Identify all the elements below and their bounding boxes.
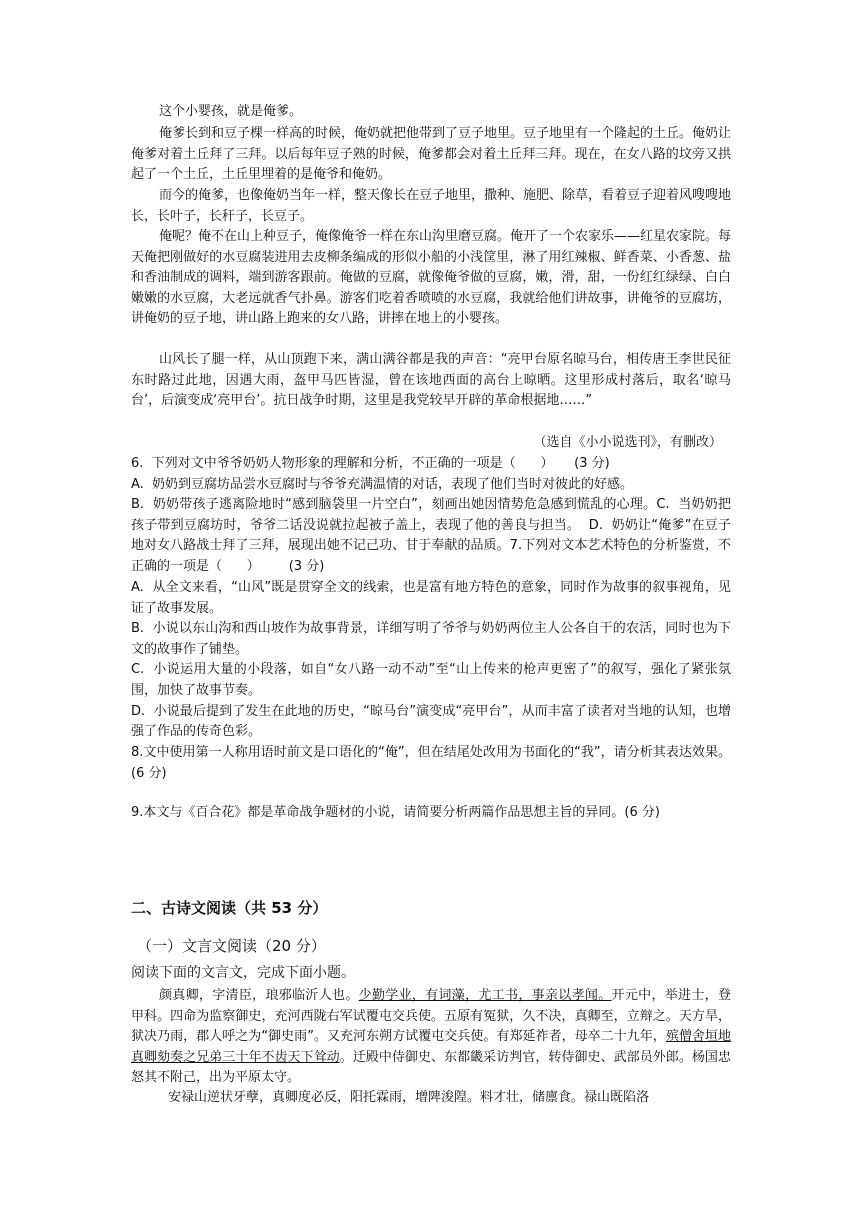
classical-text: 。迁殿中侍御史、东都畿采访判官，转侍御史、武部员外郎。杨国忠怒其不附己，出为平原太守。 (131, 1049, 731, 1086)
underlined-sentence-1: 少勤学业，有词藻，尤工书，事亲以孝闻。 (358, 988, 612, 1003)
classical-paragraph-1 (131, 986, 731, 1089)
classical-text: 开元中，举进士，登甲科。四命为监察御史，充河西陇右军试覆屯交兵使。五原有冤狱，久不决，真卿至，立辩之。天方旱，狱决乃雨，郡人呼之为“御史雨”。又充河东朔方试覆屯交兵使。有郑延祚者，母卒二十九年， (131, 988, 731, 1045)
classical-text: 颜真卿，字清臣，琅邪临沂人也。 (159, 988, 359, 1003)
question-8: 8.文中使用第一人称用语时前文是口语化的“俺”，但在结尾处改用为书面化的“我”，请分析其表达效果。(6 分) (131, 745, 731, 781)
section-heading: 二、古诗文阅读（共 53 分） (131, 899, 328, 917)
questions-6-7: 6. 下列对文中爷爷奶奶人物形象的理解和分析，不正确的一项是（ ） (3 分) A. 奶奶到豆腐坊品尝水豆腐时与爷爷充满温情的对话，表现了他们当时对彼此的好感。 B. 奶奶带孩子逃离险地时“感到脑袋里一片空白”，刻画出她因情势危急感到慌乱的心理。C. 当奶奶把孩子带到豆腐坊时，爷爷二话没说就拉起被子盖上，表现了他的善良与担当。 D. 奶奶让“俺爹”在豆子地对女八路战士拜了三拜，展现出她不记己功、甘于奉献的品质。7.下列对文本艺术特色的分析鉴赏，不正确的一项是（ ） (3 分) (131, 456, 731, 574)
story-paragraph-4: 俺呢？俺不在山上种豆子，俺像俺爷一样在东山沟里磨豆腐。俺开了一个农家乐——红星农家院。每天俺把刚做好的水豆腐装进用去皮柳条编成的形似小船的小浅筐里，淋了用红辣椒、鲜香菜、小香葱、盐和香油制成的调料，端到游客跟前。俺做的豆腐，就像俺爷做的豆腐，嫩，滑，甜，一份红红绿绿、白白嫩嫩的水豆腐，大老远就香气扑鼻。游客们吃着香喷喷的水豆腐，我就给他们讲故事，讲俺爷的豆腐坊，讲俺奶的豆子地，讲山路上跑来的女八路，讲摔在地上的小婴孩。 (131, 229, 732, 327)
reading-instruction: 阅读下面的文言文，完成下面小题。 (131, 965, 355, 981)
story-paragraph-2: 俺爹长到和豆子棵一样高的时候，俺奶就把他带到了豆子地里。豆子地里有一个隆起的土丘。俺奶让俺爹对着土丘拜了三拜。以后每年豆子熟的时候，俺爹都会对着土丘拜三拜。现在，在女八路的坟旁又拱起了一个土丘，土丘里埋着的是俺爷和俺奶。 (131, 126, 732, 183)
story-paragraph-3: 而今的俺爹，也像俺奶当年一样，整天像长在豆子地里，撒种、施肥、除草，看着豆子迎着风嗖嗖地长，长叶子，长秆子，长豆子。 (131, 188, 732, 224)
question-7-options: A. 从全文来看，“山风”既是贯穿全文的线索，也是富有地方特色的意象，同时作为故事的叙事视角，见证了故事发展。 B. 小说以东山沟和西山坡作为故事背景，详细写明了爷爷与奶奶两位主人公各自干的农活，同时也为下文的故事作了铺垫。 C. 小说运用大量的小段落，如自“女八路一动不动”至“山上传来的枪声更密了”的叙写，强化了紧张氛围，加快了故事节奏。 D. 小说最后提到了发生在此地的历史，“晾马台”演变成“亮甲台”，从而丰富了读者对当地的认知，也增强了作品的传奇色彩。 (131, 580, 731, 740)
subsection-heading: （一）文言文阅读（20 分） (137, 937, 326, 955)
classical-paragraph-2: 安禄山逆状牙孽，真卿度必反，阳托霖雨，增陴浚隍。料才壮，储廪食。禄山既陷洛 (168, 1090, 650, 1105)
source-citation: （选自《小小说选刊》，有删改） (533, 435, 722, 450)
underlined-sentence-2: 殡僧舍垣地真卿劾奏之兄弟三十年不齿天下耸动 (131, 1029, 731, 1065)
story-paragraph-1: 这个小婴孩，就是俺爹。 (159, 104, 303, 119)
story-paragraph-5: 山风长了腿一样，从山顶跑下来，满山满谷都是我的声音：“亮甲台原名晾马台，相传唐王李世民征东时路过此地，因遇大雨，盔甲马匹皆湿，曾在该地西面的高台上晾晒。这里形成村落后，取名‘晾马台’，后演变成‘亮甲台’。抗日战争时期，这里是我党较早开辟的革命根据地……” (131, 352, 731, 409)
question-9: 9.本文与《百合花》都是革命战争题材的小说，请简要分析两篇作品思想主旨的异同。(6 分) (131, 805, 660, 820)
